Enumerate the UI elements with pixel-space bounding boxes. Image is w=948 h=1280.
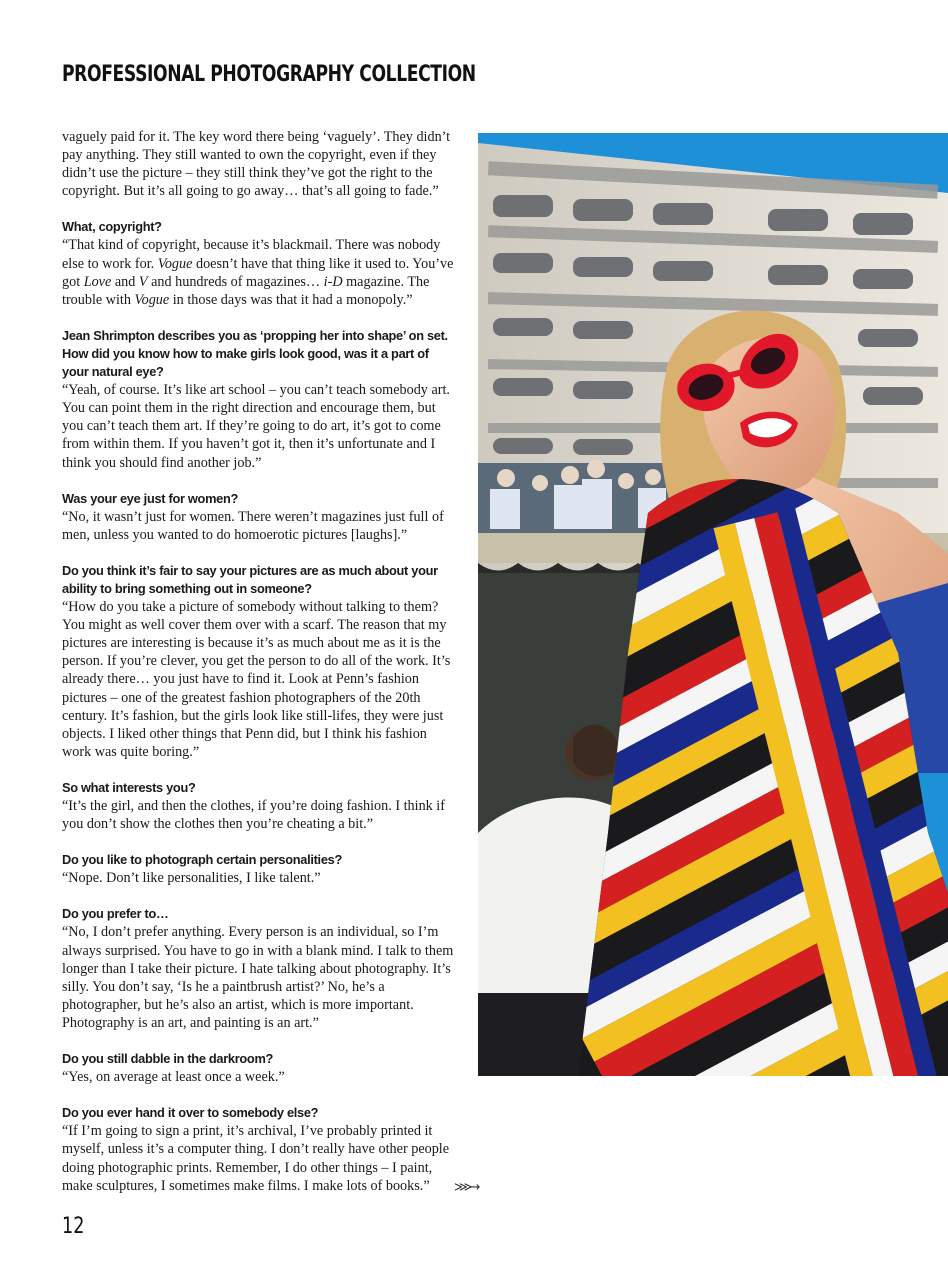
question-6: Do you like to photograph certain personalities? xyxy=(62,852,342,868)
question-3: Was your eye just for women? xyxy=(62,490,239,506)
question-1: What, copyright? xyxy=(62,219,162,235)
question-9: Do you ever hand it over to somebody else? xyxy=(62,1105,319,1121)
answer-2: “Yeah, of course. It’s like art school – you can’t teach somebody art. You can point them in the right direction and encourage them, but you can’t teach them art. If they’re going to do art, it’s got to come from within them. If you haven’t got it, then it’s unfortunate and I think you should find another job.” xyxy=(62,382,450,471)
question-4: Do you think it’s fair to say your pictures are as much about your ability to bring something out in someone? xyxy=(62,562,438,596)
answer-9: “If I’m going to sign a print, it’s archival, I’ve probably printed it myself, unless it’s a computer thing. I don’t really have other people doing photographic prints. Remember, I do other things – I paint, make sculptures, I sometimes make films. I make lots of books.” xyxy=(62,1123,450,1194)
answer-8: “Yes, on average at least once a week.” xyxy=(62,1069,285,1086)
question-7: Do you prefer to… xyxy=(62,906,169,922)
answer-1: “That kind of copyright, because it’s blackmail. There was nobody else to work for. Vogue doesn’t have that thing like it used to. You’ve got Love and V and hundreds of magazines… i-D magazine. The trouble with Vogue in those days was that it had a monopoly.” xyxy=(62,237,454,308)
question-2: Jean Shrimpton describes you as ‘propping her into shape’ on set. How did you know how to make girls look good, was it a part of your natural eye? xyxy=(62,327,448,380)
answer-3: “No, it wasn’t just for women. There weren’t magazines just full of men, unless you wanted to do homoerotic pictures [laughs].” xyxy=(62,508,444,543)
continue-arrow-icon: ⋙→ xyxy=(454,1180,478,1195)
interview-article xyxy=(62,128,458,1195)
answer-6: “Nope. Don’t like personalities, I like talent.” xyxy=(62,870,321,887)
intro-paragraph: vaguely paid for it. The key word there being ‘vaguely’. They didn’t pay anything. They still wanted to own the copyright, even if they didn’t use the picture – they still think they’ve got the right to the copyright. But it’s all going to go away… that’s all going to fade.” xyxy=(62,129,451,200)
page-number: 12 xyxy=(62,1214,85,1239)
answer-4: “How do you take a picture of somebody without talking to them? You might as well cover them over with a scarf. The reason that my pictures are interesting is because it’s as much about me as it is the person. If you’re clever, you get the person to do all of the work. It’s already there… you just have to find it. Look at Penn’s fashion pictures – one of the greatest fashion photographers of the 20th century. It’s fashion, but the girls look like still-lifes, they were just objects. I liked other things that Penn did, but I think his fashion work was quite boring.” xyxy=(62,599,451,760)
question-8: Do you still dabble in the darkroom? xyxy=(62,1051,274,1067)
fashion-photo xyxy=(478,133,948,1076)
page-header: PROFESSIONAL PHOTOGRAPHY COLLECTION xyxy=(62,62,476,87)
answer-7: “No, I don’t prefer anything. Every person is an individual, so I’m always surprised. You have to go in with a blank mind. I talk to them longer than I take their picture. I hate talking about photography. It’s silly. You don’t say, ‘Is he a paintbrush artist?’ No, he’s a photographer, but he’s also an artist, which is more important. Photography is an art, and painting is an art.” xyxy=(62,924,454,1031)
question-5: So what interests you? xyxy=(62,779,196,795)
answer-5: “It’s the girl, and then the clothes, if you’re doing fashion. I think if you don’t show the clothes then you’re cheating a bit.” xyxy=(62,798,445,833)
